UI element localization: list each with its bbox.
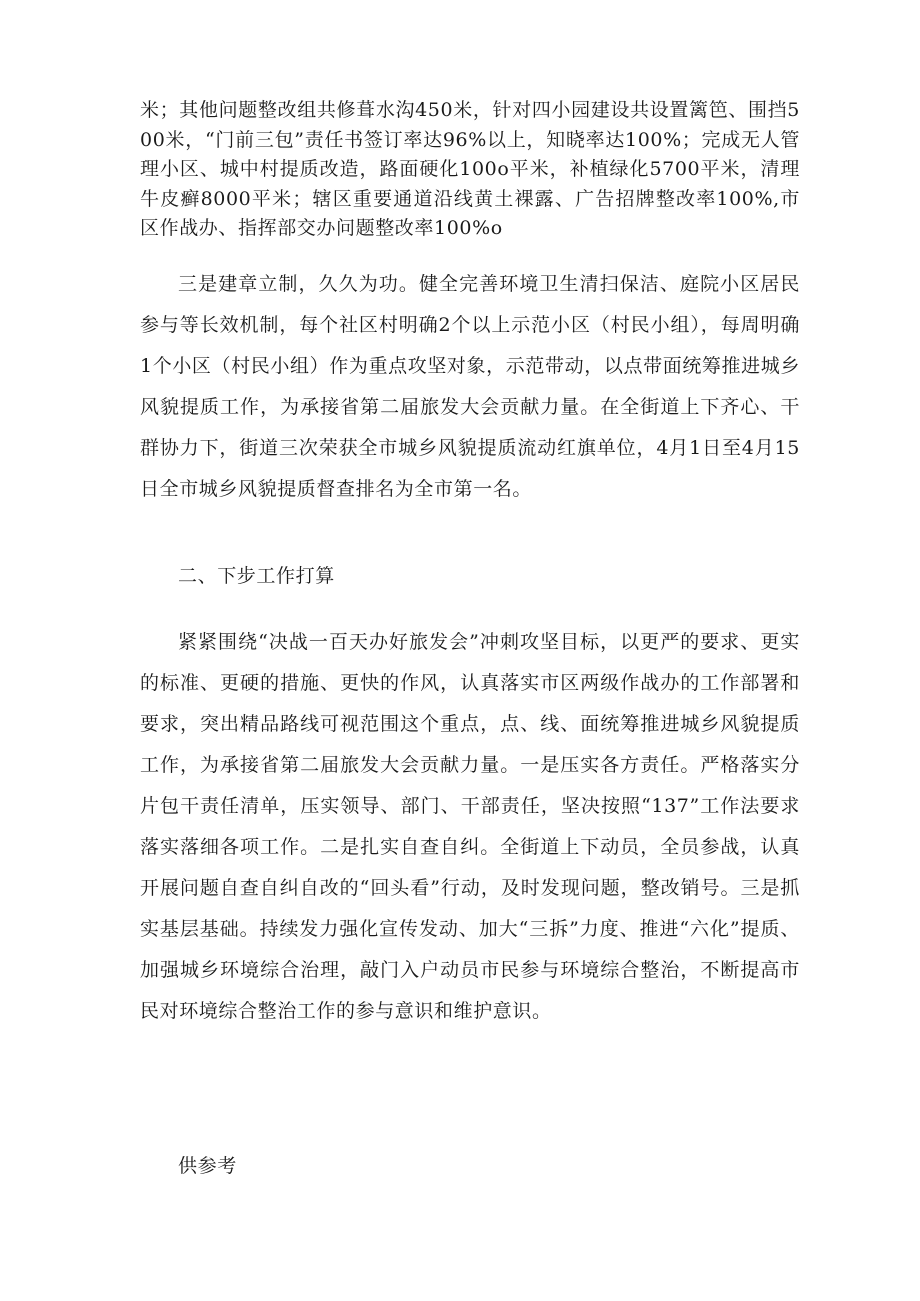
paragraph-long-term-mechanism: 三是建章立制，久久为功。健全完善环境卫生清扫保洁、庭院小区居民参与等长效机制，每个社区村明确2个以上示范小区（村民小组），每周明确1个小区（村民小组）作为重点攻坚对象，示范带动，以点带面统筹推进城乡风貌提质工作，为承接省第二届旅发大会贡献力量。在全街道上下齐心、干群协力下，街道三次荣获全市城乡风貌提质流动红旗单位，4月1日至4月15日全市城乡风貌提质督查排名为全市第一名。 (140, 273, 800, 500)
paragraph-rectification-results: 米；其他问题整改组共修葺水沟450米，针对四小园建设共设置篱笆、围挡500米，“门前三包”责任书签订率达96%以上，知晓率达100%；完成无人管理小区、城中村提质改造，路面硬化100o平米，补植绿化5700平米，清理牛皮癣8000平米；辖区重要通道沿线黄土裸露、广告招牌整改率100%,市区作战办、指挥部交办问题整改率100%o (140, 99, 800, 239)
closing-note: 供参考 (178, 1155, 237, 1177)
paragraph-next-steps-plan: 紧紧围绕“决战一百天办好旅发会”冲刺攻坚目标，以更严的要求、更实的标准、更硬的措施、更快的作风，认真落实市区两级作战办的工作部署和要求，突出精品路线可视范围这个重点，点、线、面统筹推进城乡风貌提质工作，为承接省第二届旅发大会贡献力量。一是压实各方责任。严格落实分片包干责任清单，压实领导、部门、干部责任，坚决按照“137”工作法要求落实落细各项工作。二是扎实自查自纠。全街道上下动员，全员参战，认真开展问题自查自纠自改的“回头看”行动，及时发现问题，整改销号。三是抓实基层基础。持续发力强化宣传发动、加大“三拆”力度、推进“六化”提质、加强城乡环境综合治理，敲门入户动员市民参与环境综合整治，不断提高市民对环境综合整治工作的参与意识和维护意识。 (140, 631, 800, 1022)
section-heading-next-steps: 二、下步工作打算 (178, 565, 335, 587)
